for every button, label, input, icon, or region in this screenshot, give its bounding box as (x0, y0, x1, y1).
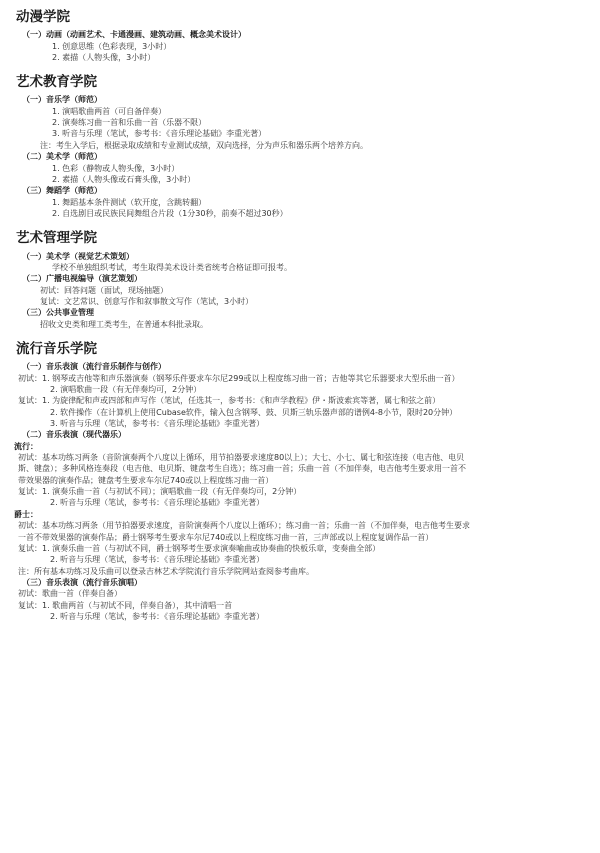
admissions-document (0, 8, 600, 632)
department-title: （二）美术学（师范） (22, 152, 102, 162)
college-title: 艺术教育学院 (16, 74, 97, 91)
requirement-line: 学校不单独组织考试，考生取得美术设计类省统考合格证即可报考。 (52, 262, 292, 272)
requirement-line: 2. 演唱歌曲一段（有无伴奏均可，2分钟） (50, 384, 202, 394)
department-title: （一）动画（动画艺术、卡通漫画、建筑动画、概念美术设计） (22, 30, 246, 40)
requirement-line: 2. 听音与乐理（笔试，参考书：《音乐理论基础》李重光著） (50, 555, 265, 565)
requirement-line: 注：考生入学后，根据录取成绩和专业测试成绩，双向选择，分为声乐和器乐两个培养方向。 (40, 140, 368, 150)
requirement-line: 2. 自选剧目或民族民间舞组合片段（1分30秒，前奏不超过30秒） (52, 208, 288, 218)
requirement-line: 带效果器的演奏作品；键盘考生要求车尔尼740或以上程度练习曲一首） (18, 475, 274, 485)
requirement-line: 复试：1. 歌曲两首（与初试不同，伴奏自备），其中清唱一首 (18, 600, 233, 610)
requirement-line: 初试：基本功练习两条（音阶演奏两个八度以上循环，用节拍器要求速度80以上）；大七、小七、属七和弦连接（电吉他、电贝 (18, 453, 465, 463)
college-section (0, 340, 600, 622)
department-title: （三）公共事业管理 (22, 308, 94, 318)
requirement-line: 复试：1. 演奏乐曲一首（与初试不同，爵士钢琴考生要求演奏喻曲或协奏曲的快板乐章，变奏曲全部） (18, 543, 381, 553)
requirement-line: 3. 听音与乐理（笔试，参考书：《音乐理论基础》李重光著） (50, 418, 265, 428)
requirement-line: 3. 听音与乐理（笔试，参考书：《音乐理论基础》李重光著） (52, 129, 267, 139)
requirement-line: 复试：1. 演奏乐曲一首（与初试不同）；演唱歌曲一段（有无伴奏均可，2分钟） (18, 487, 302, 497)
requirement-line: 2. 素描（人物头像，3小时） (52, 52, 156, 62)
style-heading: 流行： (14, 441, 38, 451)
requirement-line: 斯、键盘）；多种风格连奏段（电吉他、电贝斯、键盘考生自选）；练习曲一首；乐曲一首（不加伴奏，电吉他考生要求用一首不 (18, 464, 466, 474)
requirement-line: 复试：文艺常识、创意写作和叙事散文写作（笔试，3小时） (40, 296, 254, 306)
college-title: 流行音乐学院 (16, 341, 97, 358)
requirement-line: 初试：回答问题（面试，现场抽题） (40, 285, 168, 295)
department-title: （二）音乐表演（现代器乐） (22, 430, 126, 440)
college-section (0, 8, 600, 63)
requirement-line: 招收文史类和理工类考生，在普通本科批录取。 (40, 319, 208, 329)
college-title: 艺术管理学院 (16, 230, 97, 247)
requirement-line: 初试：歌曲一首（伴奏自备） (18, 589, 122, 599)
requirement-line: 2. 软件操作（在计算机上使用Cubase软件，输入包含钢琴、鼓、贝斯三轨乐器声部的谱例4-8小节，限时20分钟） (50, 407, 458, 417)
department-title: （一）音乐学（师范） (22, 95, 102, 105)
requirement-line: 2. 演奏练习曲一首和乐曲一首（乐器不限） (52, 118, 207, 128)
requirement-line: 1. 舞蹈基本条件测试（软开度，含跳转翻） (52, 197, 207, 207)
style-heading: 爵士： (14, 509, 38, 519)
requirement-line: 注：所有基本功练习及乐曲可以登录吉林艺术学院流行音乐学院网站查阅参考曲库。 (18, 566, 314, 576)
department-title: （二）广播电视编导（演艺策划） (22, 274, 142, 284)
requirement-line: 一首不带效果器的演奏作品；爵士钢琴考生要求车尔尼740或以上程度练习曲一首，三声部或以上程度复调作品一首） (18, 532, 434, 542)
requirement-line: 2. 素描（人物头像或石膏头像，3小时） (52, 174, 196, 184)
department-title: （三）音乐表演（流行音乐演唱） (22, 578, 142, 587)
requirement-line: 1. 色彩（静物或人物头像，3小时） (52, 163, 180, 173)
department-title: （三）舞蹈学（师范） (22, 186, 102, 196)
requirement-line: 复试：1. 为旋律配和声或四部和声写作（笔试，任选其一，参考书：《和声学教程》伊・斯波索宾等著，属七和弦之前） (18, 396, 441, 406)
requirement-line: 初试：1. 钢琴或吉他等和声乐器演奏（钢琴乐件要求车尔尼299或以上程度练习曲一首；吉他等其它乐器要求大型乐曲一首） (18, 373, 460, 383)
department-title: （一）音乐表演（流行音乐制作与创作） (22, 362, 166, 372)
requirement-line: 1. 演唱歌曲两首（可自备伴奏） (52, 106, 167, 116)
college-section (0, 229, 600, 330)
requirement-line: 1. 创意思维（色彩表现，3小时） (52, 41, 172, 51)
requirement-line: 初试：基本功练习两条（用节拍器要求速度，音阶演奏两个八度以上循环）；练习曲一首；乐曲一首（不加伴奏，电吉他考生要求 (18, 521, 470, 531)
department-title: （一）美术学（视觉艺术策划） (22, 251, 134, 261)
requirement-line: 2. 听音与乐理（笔试，参考书：《音乐理论基础》李重光著） (50, 498, 265, 508)
college-section (0, 73, 600, 219)
college-title: 动漫学院 (16, 9, 70, 25)
requirement-line: 2. 听音与乐理（笔试，参考书：《音乐理论基础》李重光著） (50, 612, 265, 622)
